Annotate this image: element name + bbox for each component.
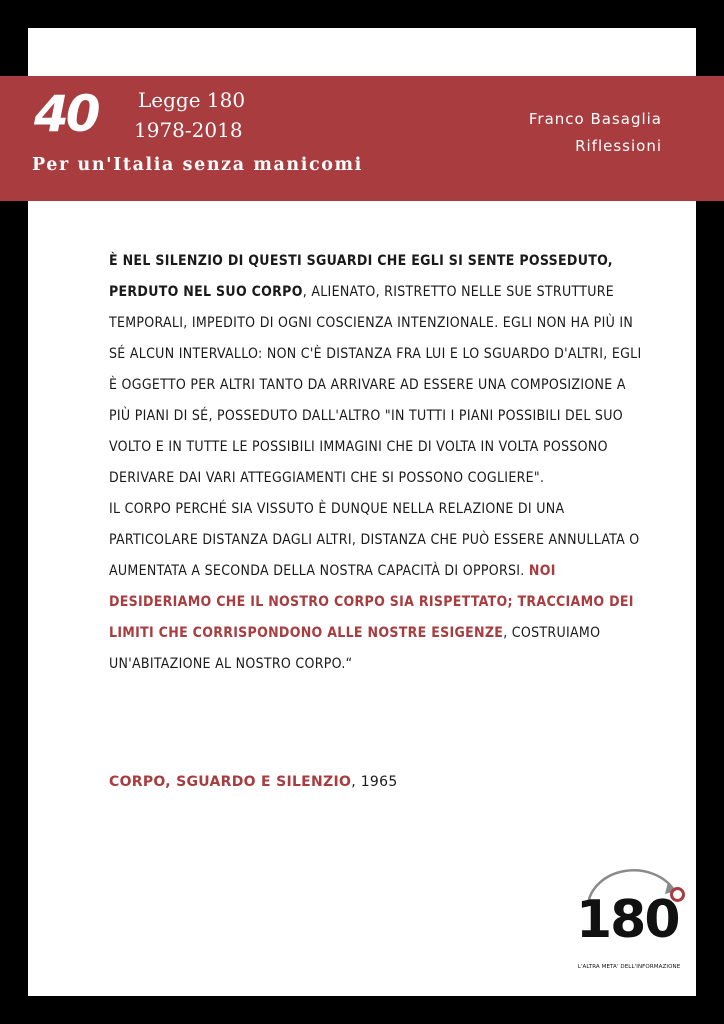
source-title: CORPO, SGUARDO E SILENZIO bbox=[109, 774, 352, 790]
logo-subtitle: L'ALTRA META' DELL'INFORMAZIONE bbox=[577, 964, 681, 970]
logo-number: 180 bbox=[576, 890, 679, 950]
source-year: , 1965 bbox=[351, 774, 398, 790]
author-block bbox=[529, 106, 662, 160]
quote-part-2: IL CORPO PERCHÉ SIA VISSUTO È DUNQUE NELLA RELAZIONE DI UNA PARTICOLARE DISTANZA DAGLI ALTRI, DISTANZA CHE PUÒ ESSERE ANNULLATA O AUMENTATA A SECONDA DELLA NOSTRA CAPACITÀ DI OPPORSI. bbox=[109, 501, 640, 579]
quote-highlight: NOI DESIDERIAMO CHE IL NOSTRO CORPO SIA RISPETTATO; TRACCIAMO DEI LIMITI CHE CORRISPONDONO ALLE NOSTRE ESIGENZE bbox=[109, 563, 634, 641]
quote-part-1: , ALIENATO, RISTRETTO NELLE SUE STRUTTURE TEMPORALI, IMPEDITO DI OGNI COSCIENZA INTENZIONALE. EGLI NON HA PIÙ IN SÉ ALCUN INTERVALLO: NON C'È DISTANZA FRA LUI E LO SGUARDO D'ALTRI, EGLI È OGGETTO PER ALTRI TANTO DA ARRIVARE AD ESSERE UNA COMPOSIZIONE A PIÙ PIANI DI SÉ, POSSEDUTO DALL'ALTRO "IN TUTTI I PIANI POSSIBILI DEL SUO VOLTO E IN TUTTE LE POSSIBILI IMMAGINI CHE DI VOLTA IN VOLTA POSSONO DERIVARE DAI VARI ATTEGGIAMENTI CHE SI POSSONO COGLIERE". bbox=[109, 284, 642, 486]
year-range: 1978-2018 bbox=[134, 118, 243, 142]
anniversary-number: 40 bbox=[34, 85, 98, 143]
law-title: Legge 180 bbox=[138, 88, 246, 112]
section-label: Riflessioni bbox=[575, 137, 662, 155]
author-name: Franco Basaglia bbox=[528, 110, 662, 128]
logo-180 bbox=[570, 860, 688, 978]
quote-part-3: , COSTRUIAMO UN'ABITAZIONE AL NOSTRO CORPO.“ bbox=[109, 625, 601, 672]
degree-icon bbox=[670, 887, 685, 902]
source-citation bbox=[109, 768, 398, 796]
quote-bold-opening: È NEL SILENZIO DI QUESTI SGUARDI CHE EGLI SI SENTE POSSEDUTO, PERDUTO NEL SUO CORPO bbox=[109, 253, 613, 300]
tagline: Per un'Italia senza manicomi bbox=[32, 155, 363, 175]
quote-text bbox=[109, 246, 649, 680]
